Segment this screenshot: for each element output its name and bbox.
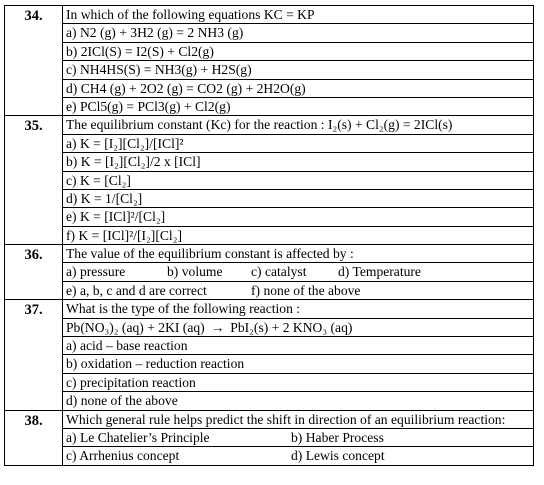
option: a) K = [I₂][Cl₂]/[ICl]² — [63, 135, 533, 153]
question-body — [63, 300, 534, 410]
option: f) none of the above — [251, 282, 361, 298]
question-stem: Which general rule helps predict the shift in direction of an equilibrium reaction: — [63, 411, 533, 429]
option-row — [63, 263, 533, 281]
reaction-equation — [63, 319, 533, 337]
reaction-reactants: Pb(NO₃)₂ (aq) + 2KI (aq) — [66, 319, 205, 335]
option: d) K = 1/[Cl₂] — [63, 190, 533, 208]
question-number: 37. — [5, 300, 63, 410]
option-row — [63, 282, 533, 299]
option: c) catalyst — [251, 264, 307, 280]
option: e) a, b, c and d are correct — [66, 282, 207, 298]
option-row — [63, 429, 533, 447]
question-body — [63, 410, 534, 465]
option: b) 2ICl(S) = I2(S) + Cl2(g) — [63, 43, 533, 61]
question-body — [63, 6, 534, 116]
option: b) oxidation – reduction reaction — [63, 355, 533, 373]
option: c) K = [Cl₂] — [63, 172, 533, 190]
question-row — [5, 300, 534, 410]
question-stem: The equilibrium constant (Kc) for the reaction : I₂(s) + Cl₂(g) = 2ICl(s) — [63, 116, 533, 134]
option: f) K = [ICl]²/[I₂][Cl₂] — [66, 227, 182, 243]
option: a) Le Chatelier’s Principle — [66, 429, 210, 445]
option: b) Haber Process — [291, 429, 384, 445]
reaction-products: PbI₂(s) + 2 KNO₃ (aq) — [230, 319, 353, 335]
question-row — [5, 116, 534, 245]
option: d) Temperature — [338, 264, 421, 280]
option: a) pressure — [66, 264, 126, 280]
reaction-arrow: → — [210, 319, 225, 335]
question-row — [5, 245, 534, 300]
question-number: 38. — [5, 410, 63, 465]
option: c) precipitation reaction — [63, 374, 533, 392]
question-stem: What is the type of the following reaction : — [63, 300, 533, 318]
question-row — [5, 6, 534, 116]
option: c) Arrhenius concept — [66, 448, 180, 464]
option: c) NH4HS(S) = NH3(g) + H2S(g) — [63, 61, 533, 79]
option: a) acid – base reaction — [63, 337, 533, 355]
questions-table — [4, 5, 534, 466]
question-row — [5, 410, 534, 465]
option: e) PCl5(g) = PCl3(g) + Cl2(g) — [66, 98, 231, 114]
option: d) CH4 (g) + 2O2 (g) = CO2 (g) + 2H2O(g) — [63, 80, 533, 98]
option: a) N2 (g) + 3H2 (g) = 2 NH3 (g) — [63, 24, 533, 42]
option: d) none of the above — [66, 393, 178, 409]
question-number: 36. — [5, 245, 63, 300]
question-body — [63, 245, 534, 300]
question-number: 35. — [5, 116, 63, 245]
option-row — [63, 447, 533, 464]
option: d) Lewis concept — [291, 448, 385, 464]
question-stem: In which of the following equations KC = KP — [63, 6, 533, 24]
option: e) K = [ICl]²/[Cl₂] — [63, 208, 533, 226]
option: b) K = [I₂][Cl₂]/2 x [ICl] — [63, 153, 533, 171]
option: b) volume — [167, 264, 223, 280]
question-body — [63, 116, 534, 245]
question-number: 34. — [5, 6, 63, 116]
question-stem: The value of the equilibrium constant is affected by : — [63, 245, 533, 263]
